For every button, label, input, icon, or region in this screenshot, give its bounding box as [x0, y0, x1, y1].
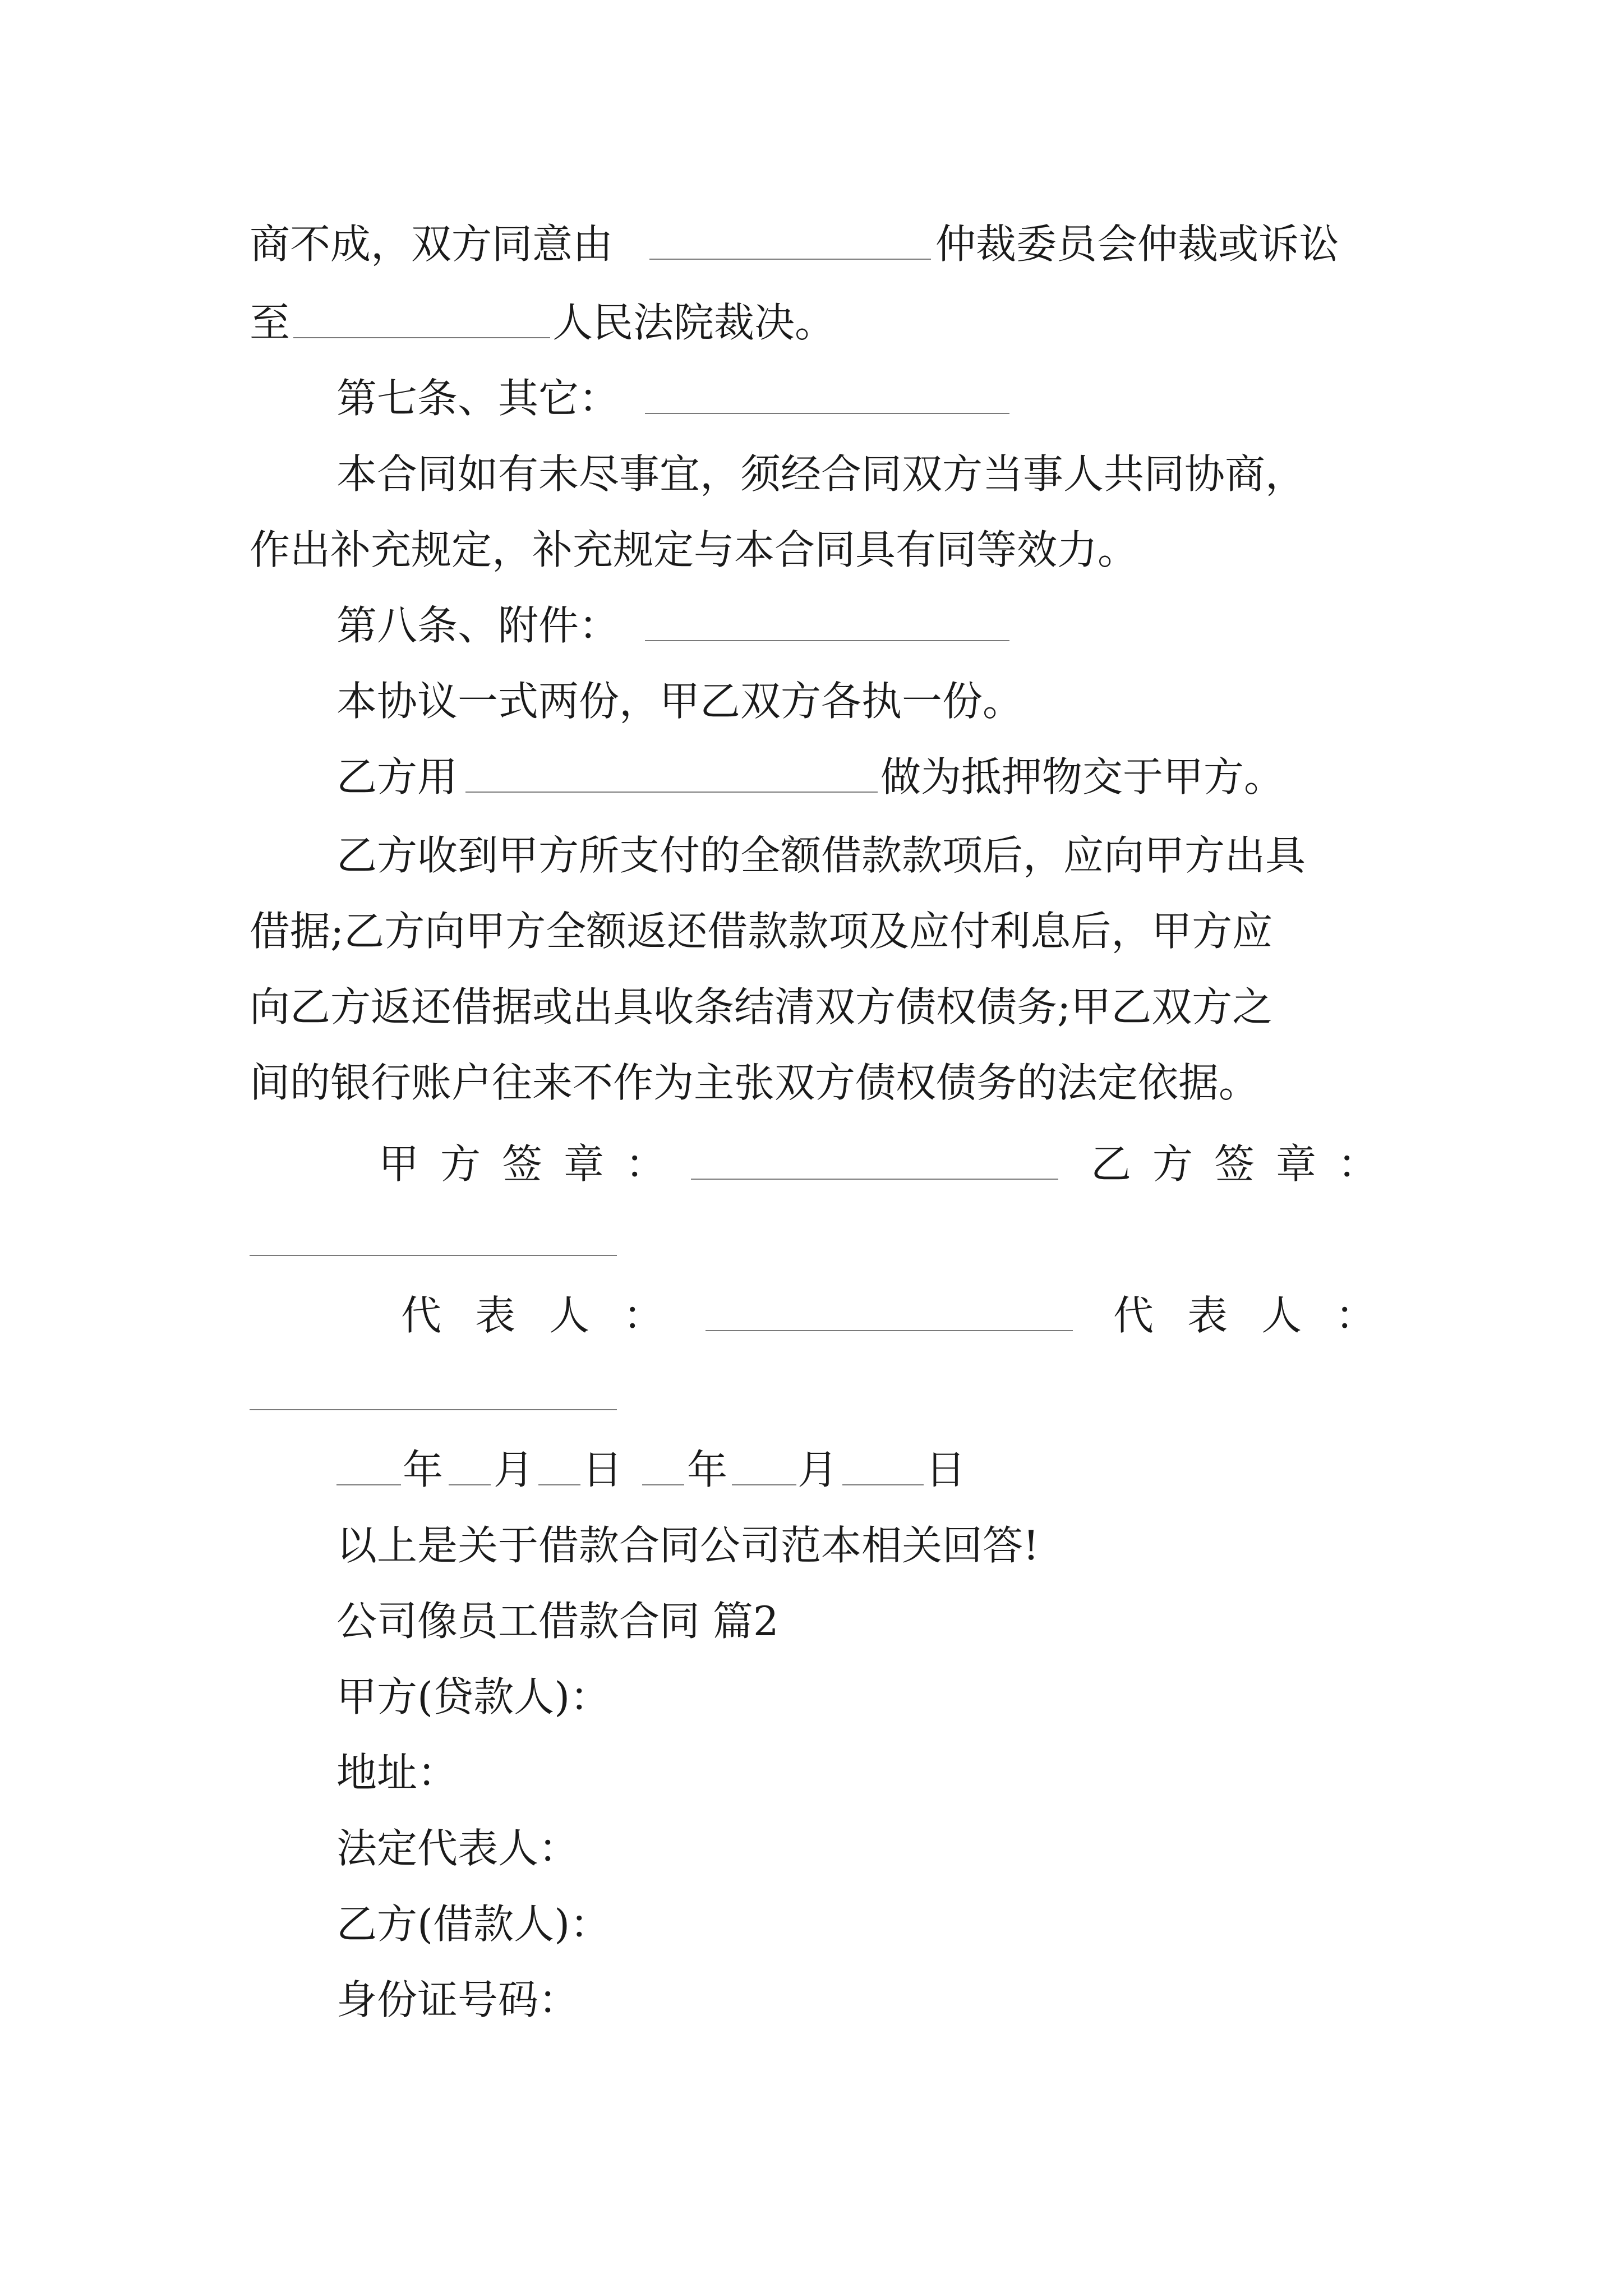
article-8-heading [0, 597, 1623, 654]
blank-month-2[interactable] [732, 1447, 796, 1485]
field-legal-representative [0, 1820, 1623, 1876]
date-line [0, 1442, 1623, 1498]
text-arbitration-intro: 商不成，双方同意由 [250, 220, 614, 268]
label-day-1: 日 [582, 1446, 623, 1493]
paragraph-line-15 [0, 1517, 1623, 1573]
field-id-number [0, 1972, 1623, 2028]
paragraph-line-8 [0, 749, 1623, 805]
label-party-b-representative: 代表人： [1113, 1292, 1410, 1339]
signature-line [0, 1136, 1623, 1192]
blank-article-7-other[interactable] [645, 376, 1009, 414]
text-copies: 本协议一式两份，甲乙双方各执一份。 [336, 678, 1023, 725]
text-article-8: 第八条、附件： [336, 602, 620, 649]
label-year-1: 年 [403, 1446, 444, 1493]
text-to: 至 [250, 299, 291, 346]
text-party-b-uses: 乙方用 [336, 753, 458, 800]
text-receipt-3: 向乙方返还借据或出具收条结清双方债权债务;甲乙双方之 [250, 983, 1273, 1030]
section-heading [0, 1593, 1623, 1649]
text-receipt-1: 乙方收到甲方所支付的全额借款款项后，应向甲方出具 [336, 832, 1306, 879]
text-receipt-4: 间的银行账户往来不作为主张双方债权债务的法定依据。 [250, 1059, 1260, 1106]
label-party-a-signature: 甲方签章： [379, 1140, 688, 1188]
field-party-a-lender [0, 1669, 1623, 1725]
paragraph-line-10 [0, 903, 1623, 959]
text-arbitration-committee: 仲裁委员会仲裁或诉讼 [935, 220, 1340, 268]
paragraph-line-5 [0, 522, 1623, 578]
text-receipt-2: 借据;乙方向甲方全额返还借款款项及应付利息后，甲方应 [250, 908, 1273, 955]
text-article-7: 第七条、其它： [336, 375, 620, 422]
paragraph-line-9 [0, 827, 1623, 884]
blank-party-a-signature[interactable] [691, 1142, 1058, 1180]
article-7-heading [0, 370, 1623, 426]
paragraph-line-4 [0, 446, 1623, 502]
field-address [0, 1745, 1623, 1801]
blank-day-2[interactable] [842, 1447, 924, 1485]
blank-party-a-representative[interactable] [706, 1293, 1073, 1331]
label-month-1: 月 [494, 1446, 534, 1493]
label-party-b-borrower: 乙方(借款人)： [336, 1901, 611, 1948]
text-court-ruling: 人民法院裁决。 [552, 299, 836, 346]
blank-court[interactable] [293, 300, 550, 338]
blank-party-b-representative[interactable] [250, 1409, 617, 1410]
label-address: 地址： [336, 1749, 458, 1796]
text-section-title: 公司像员工借款合同 篇2 [336, 1598, 779, 1645]
paragraph-line-12 [0, 1055, 1623, 1111]
blank-year-1[interactable] [336, 1447, 401, 1485]
label-day-2: 日 [925, 1446, 966, 1493]
label-legal-representative: 法定代表人： [336, 1825, 579, 1872]
paragraph-line-2 [0, 295, 1623, 351]
paragraph-line-1 [0, 216, 1623, 272]
blank-year-2[interactable] [642, 1447, 684, 1485]
blank-party-b-signature[interactable] [250, 1255, 617, 1256]
text-collateral: 做为抵押物交于甲方。 [880, 753, 1285, 800]
label-year-2: 年 [687, 1446, 728, 1493]
paragraph-line-11 [0, 979, 1623, 1035]
representative-line [0, 1287, 1623, 1343]
label-party-a-lender: 甲方(贷款人)： [336, 1673, 611, 1720]
blank-day-1[interactable] [538, 1447, 580, 1485]
label-party-a-representative: 代表人： [401, 1292, 698, 1339]
blank-article-8-attachment[interactable] [645, 603, 1009, 641]
label-party-b-signature: 乙方签章： [1091, 1140, 1400, 1188]
label-month-2: 月 [797, 1446, 838, 1493]
blank-arbitration-committee[interactable] [649, 222, 931, 260]
text-closing-answer: 以上是关于借款合同公司范本相关回答! [336, 1522, 1039, 1569]
text-supplement-1: 本合同如有未尽事宜，须经合同双方当事人共同协商， [336, 450, 1306, 498]
blank-collateral[interactable] [465, 754, 878, 793]
text-supplement-2: 作出补充规定，补充规定与本合同具有同等效力。 [250, 526, 1138, 573]
field-party-b-borrower [0, 1896, 1623, 1952]
blank-month-1[interactable] [449, 1447, 491, 1485]
label-id-number: 身份证号码： [336, 1976, 579, 2023]
paragraph-line-7 [0, 673, 1623, 729]
